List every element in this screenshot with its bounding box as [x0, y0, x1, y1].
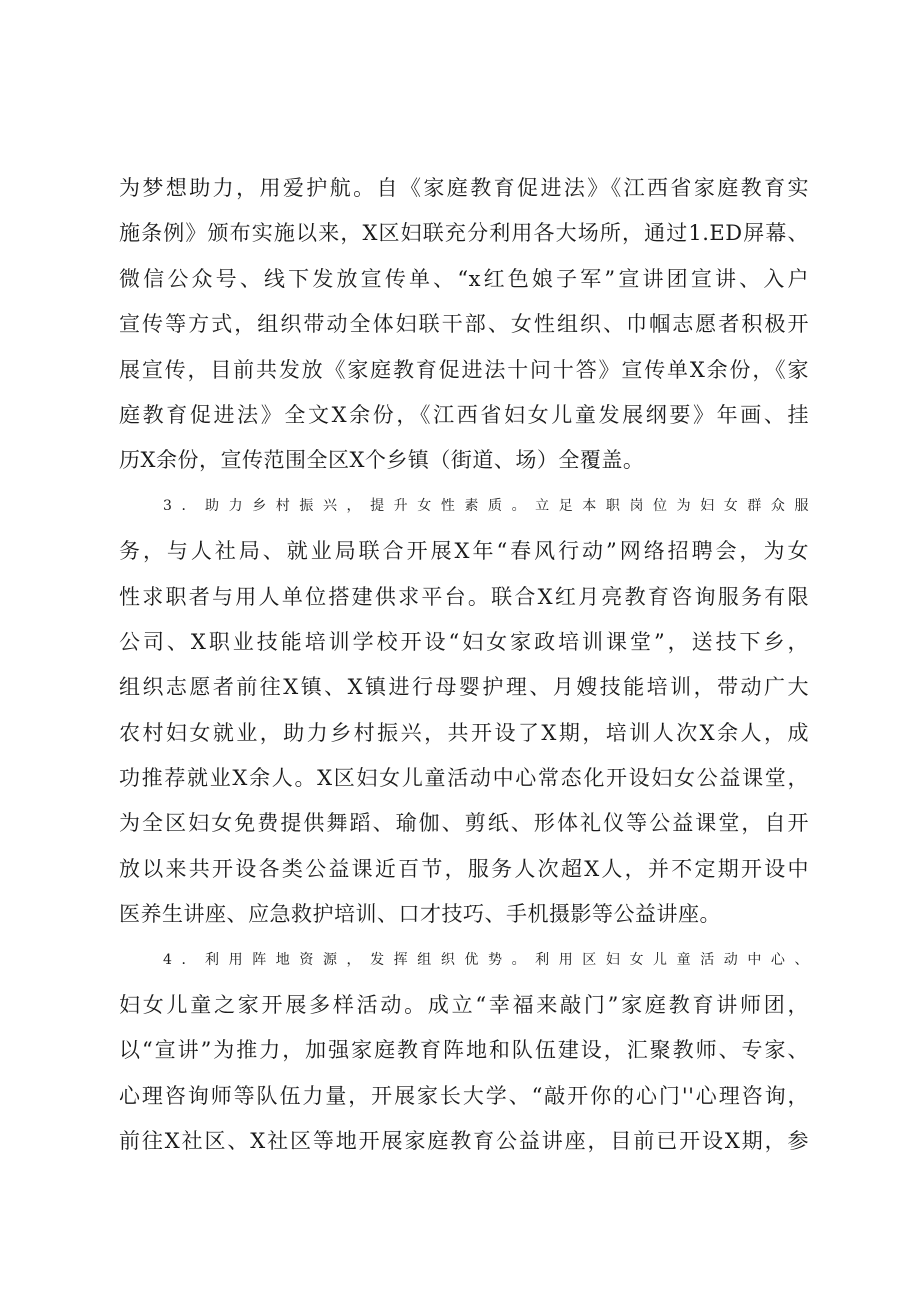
text-line: 微信公众号、线下发放宣传单、“x红色娘子军”宣讲团宣讲、入户 [119, 266, 809, 291]
text-line: 施条例》颁布实施以来，X区妇联充分利用各大场所，通过1.ED屏幕、 [119, 221, 809, 246]
text-line: 展宣传，目前共发放《家庭教育促进法十问十答》宣传单X余份，《家 [119, 357, 809, 382]
document-body [119, 166, 809, 1165]
text-line: 庭教育促进法》全文X余份，《江西省妇女儿童发展纲要》年画、挂 [119, 402, 809, 427]
text-line: 妇女儿童之家开展多样活动。成立“幸福来敲门”家庭教育讲师团， [119, 993, 809, 1018]
text-line: 务，与人社局、就业局联合开展X年“春风行动”网络招聘会，为女 [119, 539, 809, 564]
text-line: 历X余份，宣传范围全区X个乡镇（街道、场）全覆盖。 [119, 448, 645, 473]
text-line: 宣传等方式，组织带动全体妇联干部、女性组织、巾帼志愿者积极开 [119, 312, 809, 337]
text-line: 功推荐就业X余人。X区妇女儿童活动中心常态化开设妇女公益课堂， [119, 766, 809, 791]
text-line: 放以来共开设各类公益课近百节，服务人次超X人，并不定期开设中 [119, 856, 809, 881]
text-line: 前往X社区、X社区等地开展家庭教育公益讲座，目前已开设X期，参 [119, 1129, 809, 1154]
paragraph-first-line: 3．助力乡村振兴，提升女性素质。立足本职岗位为妇女群众服 [163, 497, 809, 514]
text-line: 农村妇女就业，助力乡村振兴，共开设了X期，培训人次X余人，成 [119, 720, 809, 745]
text-line: 性求职者与用人单位搭建供求平台。联合X红月亮教育咨询服务有限 [119, 584, 809, 609]
text-line: 为全区妇女免费提供舞蹈、瑜伽、剪纸、形体礼仪等公益课堂，自开 [119, 811, 809, 836]
text-line: 以“宣讲”为推力，加强家庭教育阵地和队伍建设，汇聚教师、专家、 [119, 1038, 809, 1063]
text-line: 心理咨询师等队伍力量，开展家长大学、“敲开你的心门''心理咨询， [119, 1083, 809, 1108]
text-line: 医养生讲座、应急救护培训、口才技巧、手机摄影等公益讲座。 [119, 902, 721, 927]
text-line: 组织志愿者前往X镇、X镇进行母婴护理、月嫂技能培训，带动广大 [119, 675, 809, 700]
text-line: 为梦想助力，用爱护航。自《家庭教育促进法》《江西省家庭教育实 [119, 176, 809, 200]
text-line: 公司、X职业技能培训学校开设“妇女家政培训课堂”，送技下乡， [119, 629, 809, 654]
paragraph-first-line: 4．利用阵地资源，发挥组织优势。利用区妇女儿童活动中心、 [163, 951, 809, 968]
